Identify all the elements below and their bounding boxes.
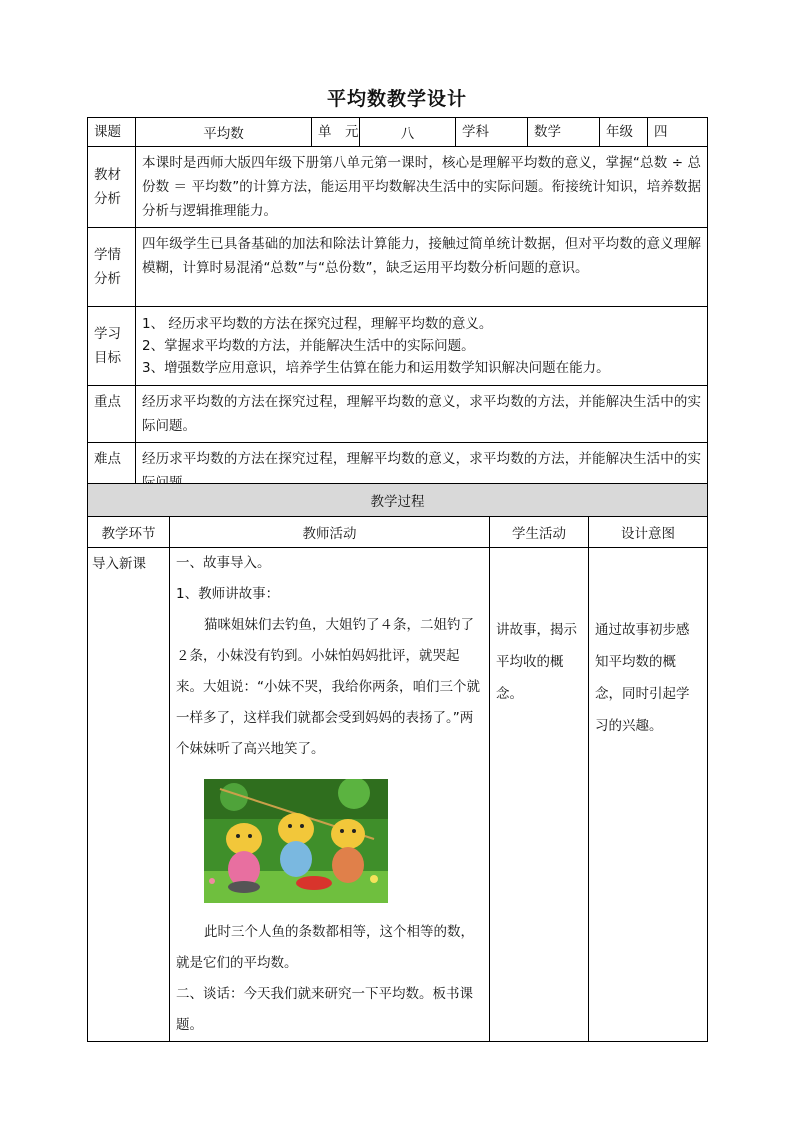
course-label: 课题 xyxy=(88,118,136,147)
goals-label-line1: 学习 xyxy=(94,326,121,342)
info-table xyxy=(87,117,708,500)
unit-value: 八 xyxy=(360,118,456,147)
stage-cell: 导入新课 xyxy=(88,548,170,1042)
goals-label xyxy=(88,307,136,386)
cartoon-cats-fishing-image xyxy=(204,779,388,903)
material-text: 本课时是西师大版四年级下册第八单元第一课时，核心是理解平均数的意义，掌握“总数 ÷ 总份数 ＝ 平均数”的计算方法，能运用平均数解决生活中的实际问题。衔接统计知识，培养数据分析与逻辑推理能力。 xyxy=(136,147,708,228)
teacher-para: 此时三个人鱼的条数都相等，这个相等的数，就是它们的平均数。 xyxy=(176,924,474,971)
grade-value: 四 xyxy=(648,118,708,147)
key-point-row xyxy=(88,386,708,443)
col-stage-header: 教学环节 xyxy=(88,517,170,548)
goal-item: 1、 经历求平均数的方法在探究过程，理解平均数的意义。 xyxy=(142,316,493,332)
course-value: 平均数 xyxy=(136,118,312,147)
material-label xyxy=(88,147,136,228)
goals-label-line2: 目标 xyxy=(94,350,121,366)
students-row xyxy=(88,228,708,307)
material-label-line2: 分析 xyxy=(94,191,121,207)
students-text: 四年级学生已具备基础的加法和除法计算能力，接触过简单统计数据，但对平均数的意义理解模糊，计算时易混淆“总数”与“总份数”，缺乏运用平均数分析问题的意识。 xyxy=(136,228,708,307)
process-title-row xyxy=(88,484,708,517)
key-point-label: 重点 xyxy=(88,386,136,443)
grade-label: 年级 xyxy=(600,118,648,147)
story-illustration xyxy=(204,779,388,903)
teacher-para: 一、故事导入。 xyxy=(176,555,271,571)
page-title: 平均数教学设计 xyxy=(326,88,467,110)
process-table xyxy=(87,483,708,1042)
col-student-header: 学生活动 xyxy=(490,517,589,548)
students-label-line2: 分析 xyxy=(94,271,121,287)
goals-row xyxy=(88,307,708,386)
col-teacher-header: 教师活动 xyxy=(170,517,490,548)
material-label-line1: 教材 xyxy=(94,167,121,183)
design-intent-cell: 通过故事初步感知平均数的概念，同时引起学习的兴趣。 xyxy=(589,548,708,1042)
teacher-activity-cell xyxy=(170,548,490,1042)
teacher-para: 二、谈话：今天我们就来研究一下平均数。板书课题。 xyxy=(176,986,473,1033)
students-label-line1: 学情 xyxy=(94,247,121,263)
students-label xyxy=(88,228,136,307)
process-row xyxy=(88,548,708,1042)
teacher-para: 猫咪姐妹们去钓鱼，大姐钓了４条，二姐钓了２条，小妹没有钓到。小妹怕妈妈批评，就哭起来。大姐说：“小妹不哭，我给你两条，咱们三个就一样多了，这样我们就都会受到妈妈的表扬了。”两个妹妹听了高兴地笑了。 xyxy=(176,617,480,757)
material-row xyxy=(88,147,708,228)
difficulty-label: 难点 xyxy=(88,443,136,500)
difficulty-text: 经历求平均数的方法在探究过程，理解平均数的意义，求平均数的方法，并能解决生活中的实 xyxy=(136,443,708,500)
student-activity-cell: 讲故事，揭示平均收的概念。 xyxy=(490,548,589,1042)
unit-label: 单 元 xyxy=(312,118,360,147)
key-point-text: 经历求平均数的方法在探究过程，理解平均数的意义，求平均数的方法，并能解决生活中的实际问题。 xyxy=(136,386,708,443)
process-title: 教学过程 xyxy=(88,484,708,517)
goal-item: 3、增强数学应用意识，培养学生估算在能力和运用数学知识解决问题在能力。 xyxy=(142,360,610,376)
process-header-row xyxy=(88,517,708,548)
subject-label: 学科 xyxy=(456,118,528,147)
goals-list xyxy=(136,307,708,386)
goal-item: 2、掌握求平均数的方法，并能解决生活中的实际问题。 xyxy=(142,338,475,354)
subject-value: 数学 xyxy=(528,118,600,147)
header-row xyxy=(88,118,708,147)
teacher-para: 1、教师讲故事： xyxy=(176,586,280,602)
col-intent-header: 设计意图 xyxy=(589,517,708,548)
